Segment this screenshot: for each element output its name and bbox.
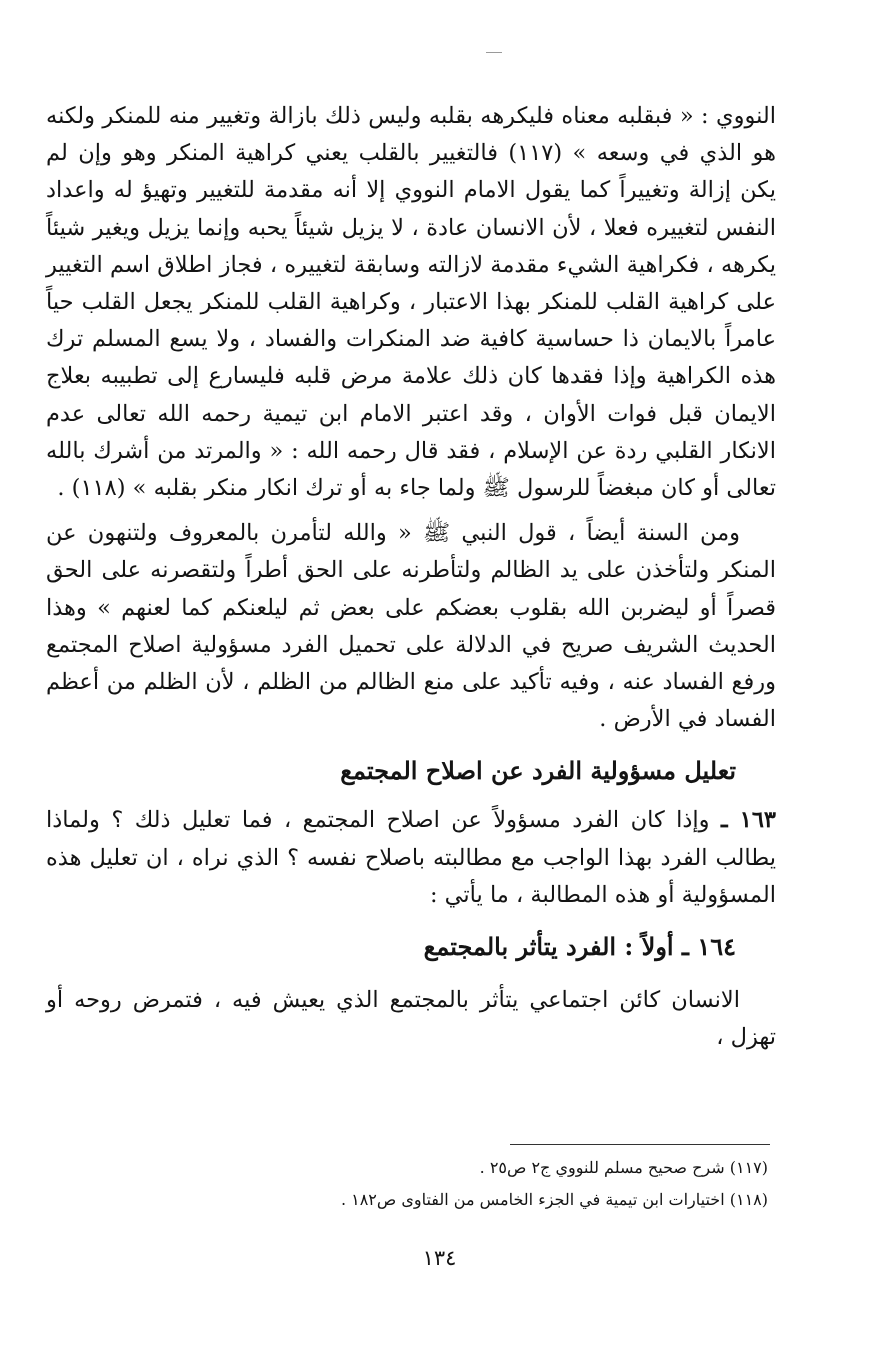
footnotes	[46, 1152, 768, 1216]
paragraph-163-text: وإذا كان الفرد مسؤولاً عن اصلاح المجتمع ، فما تعليل ذلك ؟ ولماذا يطالب الفرد بهذا الواجب مع مطالبته باصلاح نفسه ؟ الذي نراه ، ان تعليل هذه المسؤولية أو هذه المطالبة ، ما يأتي :	[46, 807, 776, 908]
section-heading: تعليل مسؤولية الفرد عن اصلاح المجتمع	[340, 756, 736, 786]
main-text	[46, 98, 776, 1056]
paragraph-163	[46, 802, 776, 914]
paragraph-sunnah: ومن السنة أيضاً ، قول النبي ﷺ « والله لتأمرن بالمعروف ولتنهون عن المنكر ولتأخذن على يد الظالم ولتأطرنه على الحق أطراً ولتقصرنه على الحق قصراً أو ليضربن الله بقلوب بعضكم على بعض ثم ليلعنكم كما لعنهم » وهذا الحديث الشريف صريح في الدلالة على تحميل الفرد مسؤولية اصلاح المجتمع ورفع الفساد عنه ، وفيه تأكيد على منع الظالم من الظلم ، لأن الظلم من أعظم الفساد في الأرض .	[46, 520, 776, 733]
paragraph-gap	[46, 507, 776, 515]
paragraph-nawawi: النووي : « فبقلبه معناه فليكرهه بقلبه وليس ذلك بازالة وتغيير منه للمنكر ولكنه هو الذي في وسعه » (١١٧) فالتغيير بالقلب يعني كراهية المنكر وهو وإن لم يكن إزالة وتغييراً كما يقول الامام النووي إلا أنه مقدمة للتغيير وتهيؤ له واعداد النفس لتغييره فعلا ، لأن الانسان عادة ، لا يزيل شيئاً يحبه وإنما يزيل ويغير شيئاً يكرهه ، فكراهية الشيء مقدمة لازالته وسابقة لتغييره ، فجاز اطلاق اسم التغيير على كراهية القلب للمنكر بهذا الاعتبار ، وكراهية القلب للمنكر يجعل القلب حياً عامراً بالايمان ذا حساسية كافية ضد المنكرات والفساد ، ولا يسع المسلم ترك هذه الكراهية وإذا فقدها كان ذلك علامة مرض قلبه فليسارع إلى تطبيبه بعلاج الايمان قبل فوات الأوان ، وقد اعتبر الامام ابن تيمية رحمه الله تعالى عدم الانكار القلبي ردة عن الإسلام ، فقد قال رحمه الله : « والمرتد من أشرك بالله تعالى أو كان مبغضاً للرسول ﷺ ولما جاء به أو ترك انكار منكر بقلبه » (١١٨) .	[46, 103, 777, 502]
paragraph-164: الانسان كائن اجتماعي يتأثر بالمجتمع الذي يعيش فيه ، فتمرض روحه أو تهزل ،	[46, 987, 776, 1051]
page-number: ١٣٤	[422, 1246, 457, 1270]
subsection-heading-164: ١٦٤ ـ أولاً : الفرد يتأثر بالمجتمع	[423, 932, 736, 962]
top-mark	[486, 52, 502, 53]
footnote-divider	[510, 1144, 770, 1145]
footnote-118: (١١٨) اختيارات ابن تيمية في الجزء الخامس من الفتاوى ص١٨٢ .	[340, 1190, 768, 1209]
section-number-163: ١٦٣ ـ	[721, 807, 776, 834]
footnote-117: (١١٧) شرح صحيح مسلم للنووي ج٢ ص٢٥ .	[479, 1158, 768, 1177]
